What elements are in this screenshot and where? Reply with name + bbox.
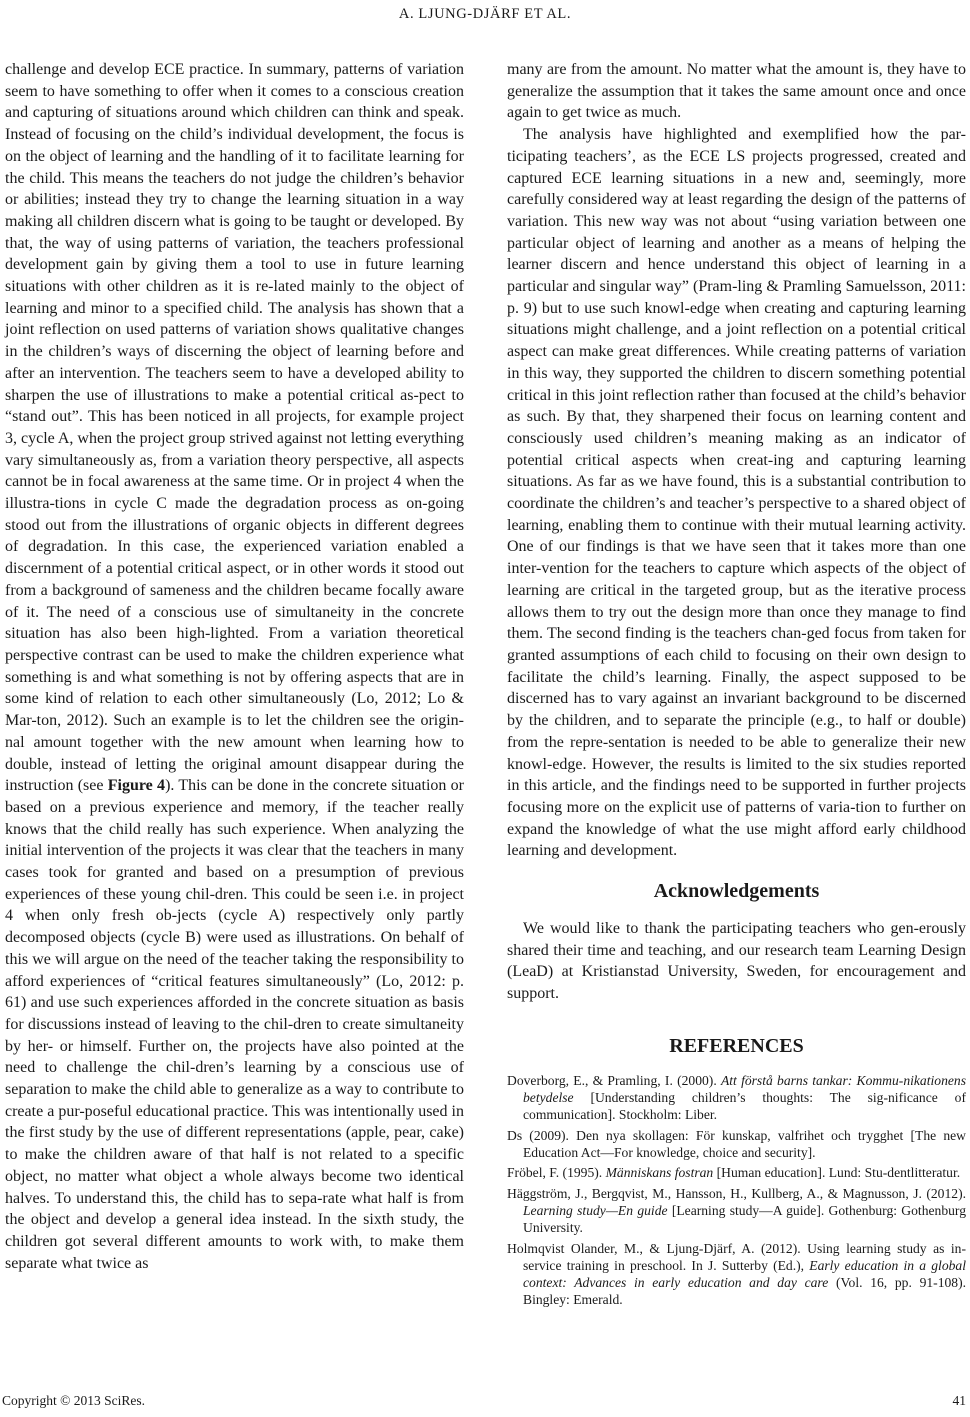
ref-title: Människans fostran (605, 1165, 714, 1181)
reference-list (507, 1072, 966, 1309)
page-number: 41 (952, 1393, 966, 1408)
ref-text: Doverborg, E., & Pramling, I. (2000). (507, 1072, 721, 1088)
paragraph-text: ). This can be done in the concrete situation or based on a previous experience and memory, if the teacher really knows that the child really has such experience. When analyzing the initial intervention of the projects it was clear that the teachers in many cases took for granted and based on a presumption of previous experiences of these young chil-dren. This could be seen i.e. in project 4 when only fresh ob-jects (cycle A) respectively only partly decomposed objects (cycle B) were used as illustrations. On behalf of this we will argue on the need of the teacher taking the responsibility to afford experiences of “critical features simultaneously” (Lo, 2012: p. 61) and use such experiences afforded in the concrete situation as basis for discussions instead of leaving to the chil-dren to create simultaneity by her- or himself. Further on, the projects have also pointed at the need to challenge the chil-dren’s learning by a conscious use of separation to make the child able to generalize as a way to contribute to create a pur-poseful educational practice. This was intentionally used in the first study by the use of different representations (apple, pear, cake) to make the children aware of that half is not related to a specific object, no matter what object a whole always become two identical halves. To understand this, the child has to sepa-rate what half is from the object and develop a general idea instead. In the sixth study, the children got several different amounts to work with, to make them separate what twice as (5, 777, 465, 1272)
body-paragraph (5, 59, 464, 1274)
ref-text: [Understanding children’s thoughts: The sig-nificance of communication]. Stockholm: Liber. (523, 1090, 966, 1123)
reference-item (507, 1240, 966, 1309)
reference-item (507, 1072, 966, 1124)
acknowledgements-heading: Acknowledgements (653, 880, 820, 903)
ref-title: Learning study—En guide (523, 1202, 668, 1218)
ref-text: (Vol. 16, pp. 91-108). Bingley: Emerald. (523, 1275, 967, 1308)
ref-title: Early education in a global context: Advances in early education and day care (523, 1257, 967, 1291)
figure-reference: Figure 4 (107, 777, 166, 795)
ref-text: [Human education]. Lund: Stu-dentlitteratur. (713, 1165, 961, 1181)
ref-title: Att förstå barns tankar: Kommu-nikationens betydelse (523, 1072, 966, 1106)
copyright-notice: Copyright © 2013 SciRes. (2, 1393, 146, 1408)
running-head: A. LJUNG-DJÄRF ET AL. (398, 6, 572, 22)
reference-item (507, 1164, 966, 1181)
right-column (507, 59, 966, 1312)
ref-text: Holmqvist Olander, M., & Ljung-Djärf, A. (2012). Using learning study as in-service training in preschool. In J. Sutterby (Ed.), (507, 1240, 966, 1273)
acknowledgements-text: We would like to thank the participating teachers who gen-erously shared their time and teaching, and our research team Learning Design (LeaD) at Kristianstad University, Sweden, for encouragement and support. (507, 920, 966, 1003)
ref-text: Häggström, J., Bergqvist, M., Hansson, H., Kullberg, A., & Magnusson, J. (2012). (507, 1185, 966, 1201)
reference-item (507, 1127, 966, 1162)
reference-item (507, 1185, 966, 1237)
paragraph-text: challenge and develop ECE practice. In summary, patterns of variation seem to have something to offer when it comes to a conscious creation and capturing of situations around which children can think and speak. Instead of focusing on the child’s individual development, the focus is on the object of learning and the handling of it to facilitate learning for the child. This means the teachers do not judge the children’s behavior or abilities; instead they try to change the learning situation in a way making all children discern what is going to be taught or developed. By that, the way of using patterns of variation, the teachers professional development gain by giving them a tool to use in future learning situations with other children as it is re-lated mainly to the object of learning and minor to a specified child. The analysis has shown that a joint reflection on used patterns of variation shows qualitative changes in the children’s ways of discerning the object of learning before and after an intervention. The teachers seem to have a developed ability to sharpen the use of illustrations to make a potential critical as-pect to “stand out”. This has been noticed in all projects, for example project 3, cycle A, when the project group strived against not letting everything vary simultaneously as, from a variation theory perspective, all aspects cannot be in focal awareness at the same time. Or in project 4 when the illustra-tions in cycle C made the degradation process as on-going stood out from the illustrations of organic objects in different degrees of degradation. In this case, the experienced variation enabled a discernment of a potential critical aspect, or in other words it stood out from a background of sameness and the children became focally aware of it. The need of a conscious use of simultaneity in the concrete situation has also been high-lighted. From a variation theoretical perspective contrast can be used to make the children experience what something is and what something is not by offering aspects that are in some kind of relation to each other simultaneously (Lo, 2012; Lo & Mar-ton, 2012). Such an example is to let the children see the origin-nal amount together with the new amount when learning how to double, instead of letting the original amount disappear during the instruction (see (5, 61, 464, 795)
ref-text: Ds (2009). Den nya skollagen: För kunskap, valfrihet och trygghet [The new Education Act—For knowledge, choice and security]. (507, 1127, 966, 1161)
body-paragraph: The analysis have highlighted and exemplified how the par-ticipating teachers’, as the ECE LS projects progressed, created and captured ECE learning situations in a new and, seemingly, more carefully considered way at least regarding the design of the patterns of variation. This new way was not about “using variation between one particular object of learning and another as a means of helping the learner discern and hence understand this object of learning in a particular and singular way” (Pram-ling & Pramling Samuelsson, 2011: p. 9) but to use such knowl-edge when creating and capturing learning situations might challenge, and a joint reflection on a potential critical aspect can make great differences. While creating patterns of variation in this way, they supported the children to discern something potential critical in this joint reflection rather than focused at the child’s behavior as such. By that, they sharpened their focus on learning content and consciously used children’s meaning making as an indicator of potential critical aspects when creat-ing and capturing learning situations. As far as we have found, this is a substantial contribution to coordinate the children’s and teacher’s perspective to a shared object of learning, enabling them to continue with their mutual learning activity. One of our findings is that we have seen that it takes more than one inter-vention for the teachers to capture which aspects of the object of learning are critical in the targeted group, but as the iterative process allows them to try out the design more than once they manage to find them. The second finding is the teachers chan-ged focus from taken for granted assumptions of each child to focusing on their own design to facilitate the child’s learning. Finally, the aspect supposed to be discerned has to vary against an invariant background to be discerned by the children, and to separate the principle (e.g., to half or double) from the repre-sentation is needed to be able to generalize their new knowl-edge. However, the results is limited to the six studies reported in this article, and the findings need to be supported in further projects focusing more on the explicit use of patterns of varia-tion to further on expand the knowledge of what the use might afford early childhood learning and development. (507, 126, 966, 860)
body-paragraph: many are from the amount. No matter what the amount is, they have to generalize the assumption that it takes the same amount once and once again to get twice as much. (507, 61, 966, 122)
ref-text: Fröbel, F. (1995). (507, 1165, 606, 1181)
ref-text: [Learning study—A guide]. Gothenburg: Gothenburg University. (523, 1202, 967, 1236)
references-heading: REFERENCES (669, 1034, 804, 1057)
left-column (5, 59, 464, 1274)
